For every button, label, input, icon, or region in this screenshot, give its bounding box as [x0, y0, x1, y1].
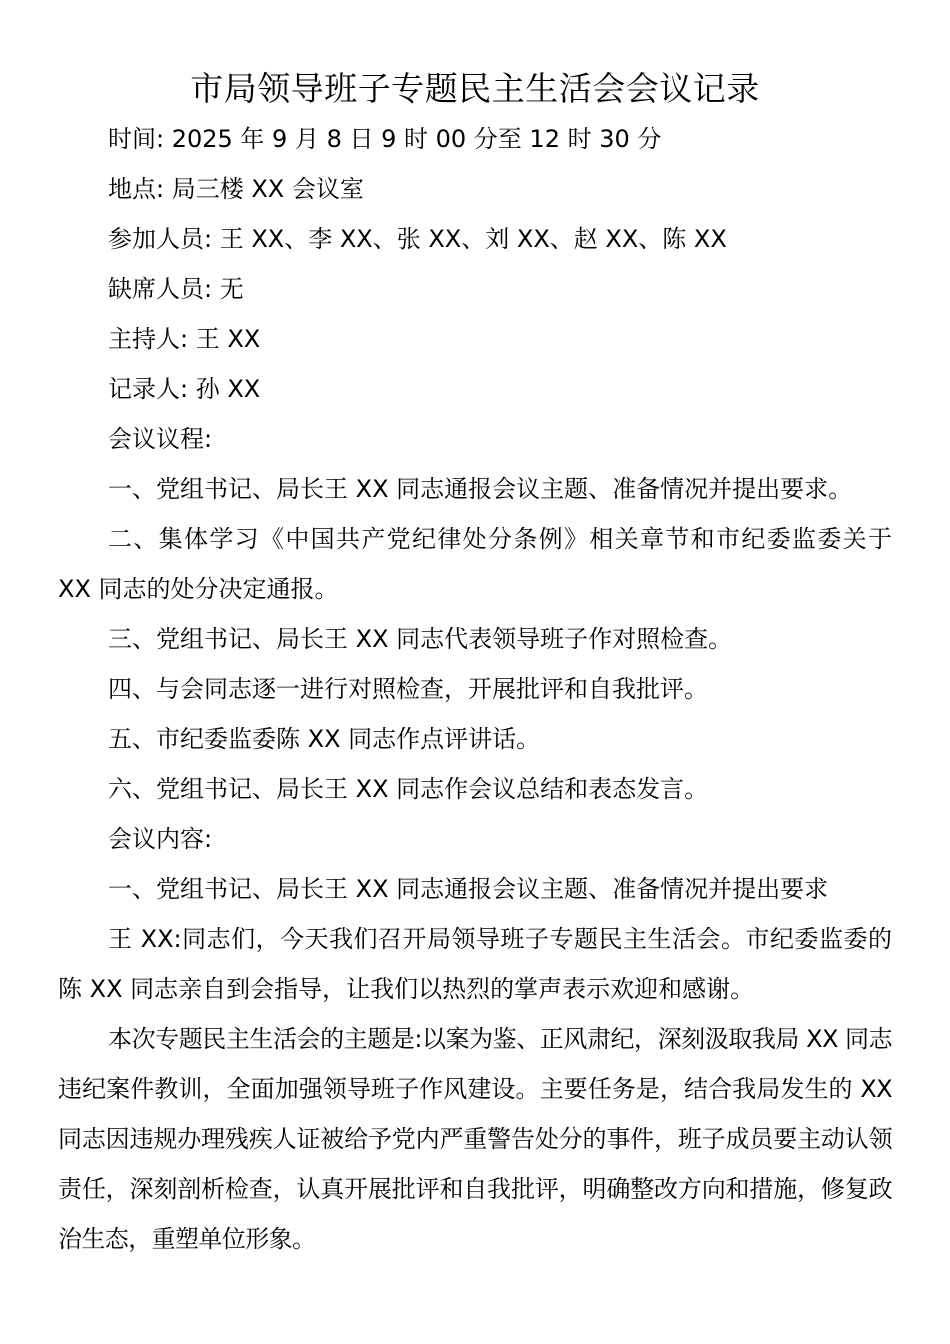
content-section-title: 一、党组书记、局长王 XX 同志通报会议主题、准备情况并提出要求 [108, 875, 829, 903]
agenda-item: 六、党组书记、局长王 XX 同志作会议总结和表态发言。 [108, 775, 709, 803]
meeting-time: 时间: 2025 年 9 月 8 日 9 时 00 分至 12 时 30 分 [108, 125, 662, 153]
document-title: 市局领导班子专题民主生活会会议记录 [190, 69, 760, 108]
meeting-recorder: 记录人: 孙 XX [108, 375, 261, 403]
meeting-place: 地点: 局三楼 XX 会议室 [108, 175, 364, 203]
agenda-item: 一、党组书记、局长王 XX 同志通报会议主题、准备情况并提出要求。 [108, 475, 853, 503]
document-body [58, 114, 892, 1264]
content-heading: 会议内容: [108, 825, 213, 853]
meeting-absent: 缺席人员: 无 [108, 275, 244, 303]
agenda-item: 四、与会同志逐一进行对照检查，开展批评和自我批评。 [108, 675, 708, 703]
agenda-heading: 会议议程: [108, 425, 213, 453]
agenda-item: 五、市纪委监委陈 XX 同志作点评讲话。 [108, 725, 541, 753]
content-paragraph: 王 XX:同志们，今天我们召开局领导班子专题民主生活会。市纪委监委的陈 XX 同志亲自到会指导，让我们以热烈的掌声表示欢迎和感谢。 [58, 925, 892, 1003]
content-paragraph: 本次专题民主生活会的主题是:以案为鉴、正风肃纪，深刻汲取我局 XX 同志违纪案件教训，全面加强领导班子作风建设。主要任务是，结合我局发生的 XX 同志因违规办理残疾人证被给予党内严重警告处分的事件，班子成员要主动认领责任，深刻剖析检查，认真开展批评和自我批评，明确整改方向和措施，修复政治生态，重塑单位形象。 [58, 1025, 892, 1253]
agenda-item: 二、集体学习《中国共产党纪律处分条例》相关章节和市纪委监委关于 XX 同志的处分决定通报。 [58, 525, 892, 603]
meeting-attendees: 参加人员: 王 XX、李 XX、张 XX、刘 XX、赵 XX、陈 XX [108, 225, 727, 253]
agenda-item: 三、党组书记、局长王 XX 同志代表领导班子作对照检查。 [108, 625, 733, 653]
meeting-host: 主持人: 王 XX [108, 325, 261, 353]
